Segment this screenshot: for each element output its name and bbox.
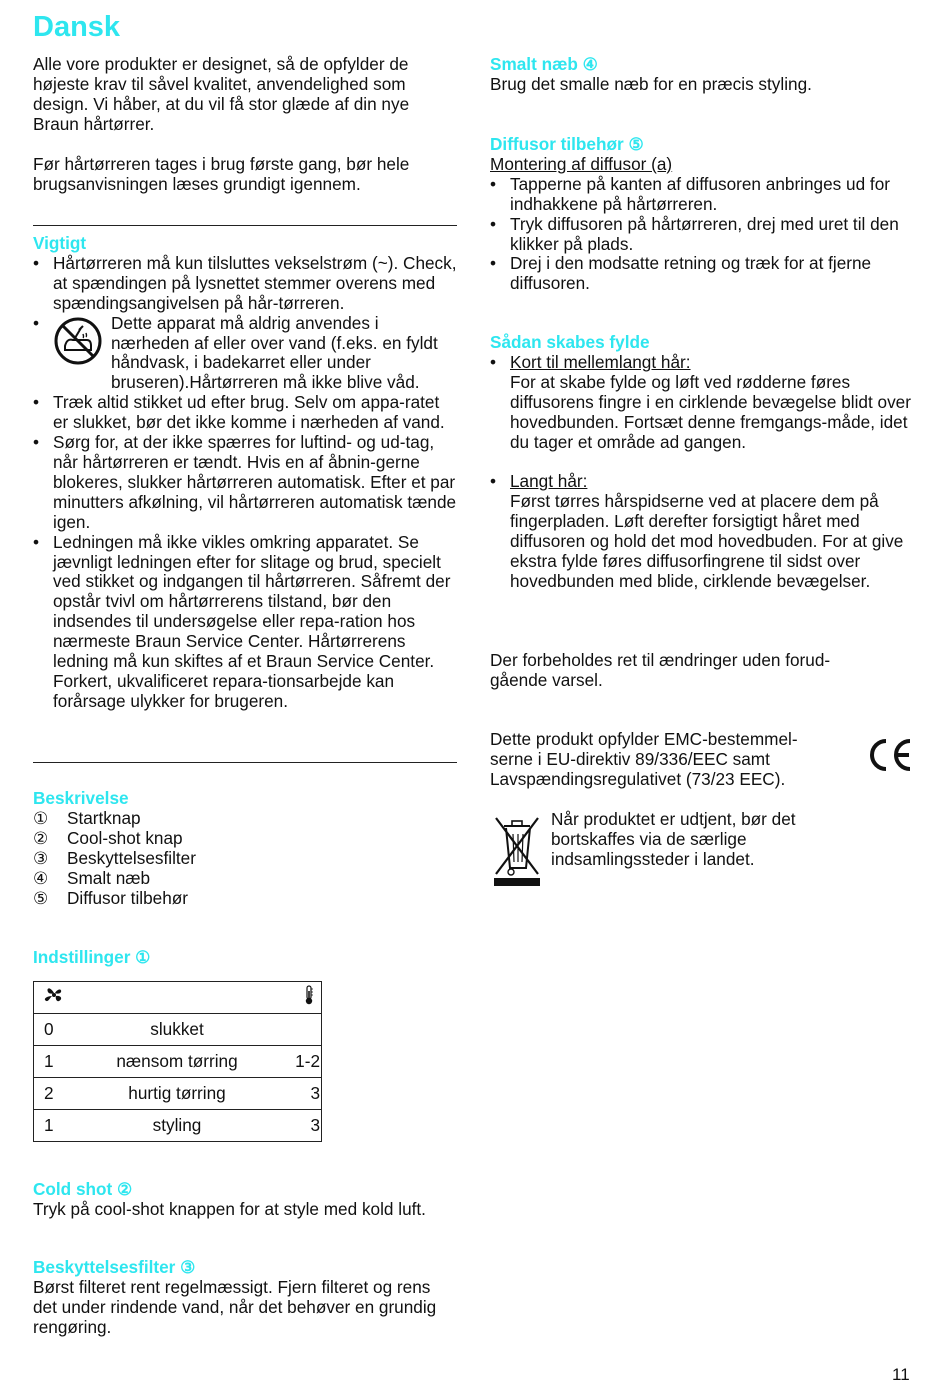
- list-item: • Tryk diffusoren på hårtørreren, drej med uret til den klikker på plads.: [490, 213, 899, 254]
- list-item: • Tapperne på kanten af diffusoren anbringes ud for indhakkene på hårtørreren.: [490, 173, 890, 214]
- cold-shot-heading: Cold shot ②: [33, 1179, 133, 1199]
- list-item: • Sørg for, at der ikke spærres for luftind- og ud-tag, når hårtørreren er tændt. Hvis en af åbnin-gerne blokeres, slukker hårtørreren automatisk. Efter et par minutters afkølning, vil hårtørreren automatisk tænde igen.: [33, 432, 457, 532]
- list-item: • Kort til mellemlangt hår: For at skabe fylde og løft ved rødderne føres diffusorens fingre i en cirklende bevægelse blidt over hovedbunden. Fortsæt denne fremgangs-måde, idet du tager et område ad gangen.: [490, 351, 911, 452]
- page-title: Dansk: [33, 11, 121, 43]
- description-heading: Beskrivelse: [33, 788, 129, 808]
- list-item: ④ Smalt næb: [33, 867, 151, 888]
- list-item: ① Startknap: [33, 807, 141, 828]
- notice-text: Der forbeholdes ret til ændringer uden forud-gående varsel.: [490, 650, 831, 690]
- list-item: ⑤ Diffusor tilbehør: [33, 887, 188, 908]
- list-item: ③ Beskyttelsesfilter: [33, 847, 196, 868]
- description-section: [33, 789, 458, 908]
- table-row: 1 nænsom tørring 1-2: [34, 1046, 322, 1078]
- list-item: • Drej i den modsatte retning og træk for at fjerne diffusoren.: [490, 253, 872, 294]
- thermometer-icon: [280, 982, 322, 1014]
- narrow-nozzle-heading: Smalt næb ④: [490, 54, 599, 74]
- cold-shot-text: Tryk på cool-shot knappen for at style med kold luft.: [33, 1198, 426, 1219]
- fan-icon: [34, 982, 75, 1014]
- settings-table: [33, 981, 322, 1142]
- emc-text: Dette produkt opfylder EMC-bestemmel-serne i EU-direktiv 89/336/EEC samt Lavspændingsregulativet (73/23 EEC).: [490, 729, 798, 789]
- diffuser-subheading: Montering af diffusor (a): [490, 153, 673, 174]
- list-item: • Langt hår: Først tørres hårspidserne ved at placere dem på fingerpladen. Løft derefter forsigtigt håret med diffusoren og hold det mod hovedbuden. For at give ekstra fylde føres diffusorfingrene til sidst over hovedbunden med blide, cirklende bevægelser.: [490, 471, 904, 591]
- volume-heading: Sådan skabes fylde: [490, 332, 650, 352]
- table-row: 1 styling 3: [34, 1110, 322, 1142]
- disposal-text: Når produktet er udtjent, bør det bortskaffes via de særlige indsamlingssteder i landet.: [551, 809, 796, 869]
- list-item: • Ledningen må ikke vikles omkring apparatet. Se jævnligt ledningen efter for slitage og brud, specielt ved stikket og indgangen til hårtørreren. Såfremt der opstår tvivl om hårtørrerens tilstand, bør den indsendes til undersøgelse eller repa-ration hos nærmeste Braun Service Center. Hårtørrerens ledning må kun skiftes af et Braun Service Center. Forkert, ukvalificeret repara-tionsarbejde kan forårsage ulykker for brugeren.: [33, 531, 451, 711]
- list-item: • Træk altid stikket ud efter brug. Selv om appa-ratet er slukket, bør det ikke komme i nærheden af vand.: [33, 392, 445, 433]
- weee-bin-icon: [492, 812, 542, 895]
- list-item: • Hårtørreren må kun tilsluttes vekselstrøm (~). Check, at spændingen på lysnettet stemmer overens med spændingsangivelsen på hår-tørreren.: [33, 252, 457, 313]
- intro-block: [33, 55, 458, 194]
- intro-paragraph: Alle vore produkter er designet, så de opfylder de højeste krav til såvel kvalitet, anvendelighed som design. Vi håber, at du vil få stor glæde af din nye Braun hårtørrer.: [33, 54, 410, 134]
- diffuser-heading: Diffusor tilbehør ⑤: [490, 134, 644, 154]
- cold-shot-section: [33, 1180, 458, 1220]
- filter-text: Børst filteret rent regelmæssigt. Fjern filteret og rens det under rindende vand, når det behøver en grundig rengøring.: [33, 1276, 437, 1337]
- narrow-nozzle-section: [490, 55, 920, 95]
- filter-section: [33, 1258, 458, 1338]
- divider: [33, 762, 457, 763]
- list-item: ② Cool-shot knap: [33, 827, 183, 848]
- ce-mark-icon: [866, 735, 914, 780]
- filter-heading: Beskyttelsesfilter ③: [33, 1257, 196, 1277]
- table-row: 2 hurtig tørring 3: [34, 1078, 322, 1110]
- no-water-icon: [53, 316, 103, 371]
- narrow-nozzle-text: Brug det smalle næb for en præcis styling.: [490, 73, 812, 94]
- divider: [33, 225, 457, 226]
- table-row: 0 slukket: [34, 1014, 322, 1046]
- volume-section: [490, 333, 920, 592]
- intro-paragraph: Før hårtørreren tages i brug første gang, bør hele brugsanvisningen læses grundigt igennem.: [33, 153, 410, 194]
- important-heading: Vigtigt: [33, 233, 87, 253]
- list-item: • Dette apparat må aldrig anvendes i nærheden af eller over vand (f.eks. en fyldt håndvask, i badekarret eller under bruseren).Hårtørreren må ikke blive våd.: [33, 312, 438, 393]
- page-number: 11: [892, 1365, 910, 1384]
- settings-heading: Indstillinger ①: [33, 947, 151, 967]
- important-section: [33, 234, 458, 712]
- diffuser-section: [490, 135, 920, 294]
